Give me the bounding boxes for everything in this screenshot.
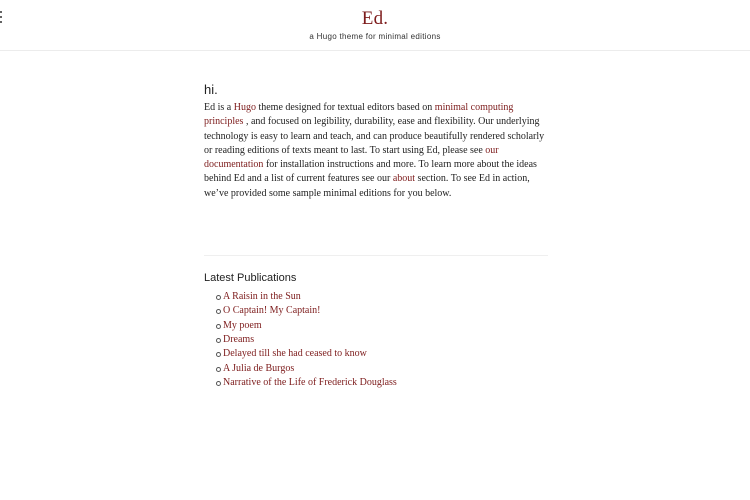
publication-link[interactable]: Delayed till she had ceased to know: [223, 348, 367, 360]
intro-text: theme designed for textual editors based on: [255, 102, 435, 113]
menu-dot: [0, 21, 2, 23]
site-header: [0, 0, 750, 51]
site-tagline: a Hugo theme for minimal editions: [309, 32, 441, 41]
minimal-computing-link[interactable]: minimal computing principles: [204, 102, 514, 128]
intro-paragraph: [204, 101, 548, 201]
documentation-link[interactable]: our documentation: [204, 144, 499, 171]
latest-publications-heading: Latest Publications: [204, 272, 297, 285]
site-title-link[interactable]: Ed.: [361, 8, 389, 29]
section-divider: [204, 255, 548, 256]
publications-list: [204, 290, 548, 390]
menu-dot: [0, 16, 2, 18]
intro-heading: hi.: [204, 82, 218, 97]
intro-text: Ed is a: [204, 102, 234, 113]
intro-text: , and focused on legibility, durability, ease and flexibility. Our underlying technology is easy to learn and teach, and can produce beautifully rendered scholarly or reading editions of texts meant to last. To start using Ed, please see: [204, 116, 545, 156]
list-item: [216, 319, 548, 333]
publication-link[interactable]: My poem: [223, 319, 262, 331]
list-item: [216, 376, 548, 390]
list-item: [216, 290, 548, 304]
publication-link[interactable]: A Raisin in the Sun: [223, 291, 301, 303]
list-item: [216, 362, 548, 376]
list-item: [216, 347, 548, 361]
publication-link[interactable]: Narrative of the Life of Frederick Douglass: [223, 376, 397, 388]
publication-link[interactable]: A Julia de Burgos: [223, 362, 295, 374]
about-link[interactable]: about: [392, 173, 416, 185]
intro-text: section. To see Ed in action, we’ve provided some sample minimal editions for you below.: [204, 173, 530, 199]
menu-dot: [0, 11, 2, 13]
publication-link[interactable]: Dreams: [223, 333, 255, 345]
intro-text: for installation instructions and more. To learn more about the ideas behind Ed and a list of current features see our: [204, 159, 537, 185]
main-content: [204, 52, 548, 390]
menu-toggle-icon[interactable]: [0, 11, 4, 23]
list-item: [216, 333, 548, 347]
list-item: [216, 304, 548, 318]
publication-link[interactable]: O Captain! My Captain!: [223, 305, 321, 317]
hugo-link[interactable]: Hugo: [233, 102, 256, 113]
